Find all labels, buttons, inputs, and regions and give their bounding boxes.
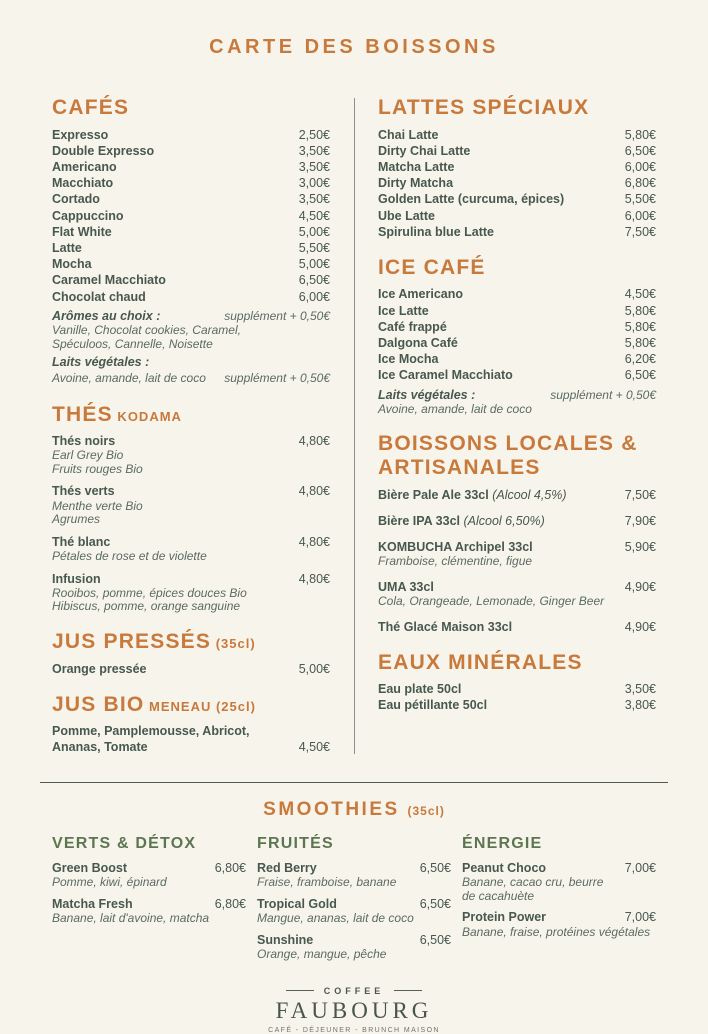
item-price: 6,50€ [419,932,451,947]
menu-item [52,897,246,913]
item-price: 6,00€ [624,159,656,174]
item-name: Thés verts [52,484,115,499]
item-name: Double Expresso [52,143,155,158]
menu-item [52,739,330,755]
menu-item [52,272,330,288]
menu-item [378,191,656,207]
item-name: Thés noirs [52,434,116,449]
item-name: Flat White [52,224,112,239]
item-price: 3,50€ [624,682,656,697]
item-price: 7,50€ [624,224,656,239]
item-name: Sunshine [257,932,314,947]
column-divider [354,98,355,754]
item-description: Fraise, framboise, banane [257,875,397,890]
item-name: Matcha Latte [378,159,455,174]
menu-item [52,224,330,240]
section-heading [52,693,330,717]
menu-section [378,651,656,714]
item-name: Ice Latte [378,303,429,318]
item-price: 6,50€ [624,143,656,158]
section-heading [378,651,656,675]
item-description: Earl Grey Bio [52,448,124,463]
item-description: Avoine, amande, lait de coco [52,371,206,386]
item-price: 3,50€ [298,159,330,174]
smoothie-category-heading: FRUITÉS [257,834,334,852]
item-price: 6,00€ [624,208,656,223]
item-price: 6,50€ [298,273,330,288]
item-name: KOMBUCHA Archipel 33cl [378,539,533,554]
item-price: 4,90€ [624,579,656,594]
section-title: THÉS [52,402,113,426]
item-name: Infusion [52,571,101,586]
item-name: Cortado [52,192,100,207]
supplement-price: supplément + 0,50€ [224,308,330,323]
item-name: Matcha Fresh [52,896,133,911]
item-price: 5,90€ [624,539,656,554]
item-price: 7,90€ [624,513,656,528]
item-price: 3,50€ [298,192,330,207]
item-name: Green Boost [52,860,128,875]
section-title: JUS PRESSÉS [52,630,212,654]
menu-item [378,319,656,335]
menu-item [52,208,330,224]
menu-section [378,256,656,417]
smoothie-category-heading: VERTS & DÉTOX [52,834,197,852]
menu-item [378,579,656,595]
item-price: 4,80€ [298,434,330,449]
section-title: JUS BIO [52,692,145,716]
menu-item [378,487,656,503]
item-description: Vanille, Chocolat cookies, Caramel, [52,322,241,337]
menu-section [52,630,330,677]
item-price: 4,50€ [298,208,330,223]
item-price: 5,00€ [298,224,330,239]
menu-column-left [52,96,330,756]
supplement-price: supplément + 0,50€ [550,387,656,402]
item-name: Ice Americano [378,287,463,302]
menu-item [378,335,656,351]
menu-item [52,571,330,587]
supplement-note-row [378,387,656,403]
section-divider [40,782,668,783]
menu-item [378,224,656,240]
brand-tagline: CAFÉ - DÉJEUNER - BRUNCH MAISON [268,1026,440,1034]
item-description: Orange, mangue, pêche [257,947,387,962]
item-name-note: (Alcool 4,5%) [488,487,567,502]
item-name: Pomme, Pamplemousse, Abricot, [52,724,250,739]
item-price: 6,00€ [298,289,330,304]
menu-section [378,432,656,634]
menu-item [378,697,656,713]
item-price: 5,80€ [624,336,656,351]
section-heading [52,630,330,654]
menu-item [378,127,656,143]
item-price: 6,20€ [624,352,656,367]
item-price: 5,80€ [624,319,656,334]
menu-item [52,240,330,256]
item-description: Fruits rouges Bio [52,461,143,476]
note-label: Laits végétales : [52,355,150,370]
description-price-row [52,370,330,386]
menu-item [378,159,656,175]
item-description: de cacahuète [462,888,535,903]
item-name: Bière Pale Ale 33cl (Alcool 4,5%) [378,487,567,502]
item-description: Pomme, kiwi, épinard [52,875,167,890]
item-price: 6,80€ [214,896,246,911]
item-price: 4,80€ [298,571,330,586]
menu-item [52,256,330,272]
item-description: Banane, lait d'avoine, matcha [52,911,210,926]
item-price: 2,50€ [298,127,330,142]
menu-item [378,681,656,697]
section-title: BOISSONS LOCALES & ARTISANALES [378,432,638,479]
item-description: Banane, cacao cru, beurre [462,875,604,890]
item-name: Thé blanc [52,534,111,549]
menu-item [378,143,656,159]
item-price: 5,50€ [298,240,330,255]
section-title: CAFÉS [52,96,130,119]
item-description: Spéculoos, Cannelle, Noisette [52,336,213,351]
menu-section [378,96,656,240]
item-name: Peanut Choco [462,860,547,875]
item-price: 5,00€ [298,257,330,272]
menu-item [52,191,330,207]
menu-item [52,127,330,143]
menu-item [378,286,656,302]
section-heading [378,256,656,280]
item-price: 4,50€ [624,287,656,302]
item-name-note: (Alcool 6,50%) [460,513,545,528]
section-title: ICE CAFÉ [378,255,486,279]
brand-coffee-label: COFFEE [323,985,385,996]
menu-item [378,367,656,383]
menu-item [462,861,656,877]
item-price: 4,80€ [298,484,330,499]
item-name: UMA 33cl [378,579,434,594]
item-name: Orange pressée [52,661,147,676]
item-price: 5,80€ [624,127,656,142]
item-price: 3,80€ [624,698,656,713]
smoothies-heading [52,799,656,821]
menu-item [52,861,246,877]
note-label: Arômes au choix : [52,308,161,323]
item-name: Ice Mocha [378,352,439,367]
smoothie-column [257,835,451,962]
item-description: Pétales de rose et de violette [52,549,207,564]
supplement-note-row [52,354,330,370]
menu-item [52,289,330,305]
item-price: 7,50€ [624,487,656,502]
smoothie-column [462,835,656,962]
item-description: Framboise, clémentine, figue [378,554,533,569]
item-name: Americano [52,159,117,174]
item-name: Ube Latte [378,208,435,223]
smoothies-columns [52,835,656,962]
menu-item [378,351,656,367]
item-description: Hibiscus, pomme, orange sanguine [52,599,241,614]
menu-item [462,910,656,926]
menu-item [378,208,656,224]
section-suffix: (35cl) [211,636,256,652]
item-name: Dirty Matcha [378,176,454,191]
item-name: Macchiato [52,176,114,191]
menu-item [52,433,330,449]
item-price: 6,50€ [624,368,656,383]
item-name: Caramel Macchiato [52,273,166,288]
section-heading [52,96,330,120]
item-name: Mocha [52,257,92,272]
section-title: EAUX MINÉRALES [378,650,583,674]
item-name: Eau plate 50cl [378,682,462,697]
brand-logo-top [52,986,656,996]
item-price: 7,00€ [624,910,656,925]
smoothies-section [52,799,656,962]
item-name: Bière IPA 33cl (Alcool 6,50%) [378,513,545,528]
item-name: Café frappé [378,319,447,334]
item-name: Latte [52,240,82,255]
menu-item [378,619,656,635]
section-heading [52,403,330,427]
item-price: 5,00€ [298,661,330,676]
menu-item [52,534,330,550]
item-description: Mangue, ananas, lait de coco [257,911,414,926]
item-price: 4,80€ [298,534,330,549]
item-description: Agrumes [52,512,101,527]
item-name: Red Berry [257,860,317,875]
item-description: Menthe verte Bio [52,498,143,513]
item-name: Ice Caramel Macchiato [378,368,513,383]
item-price: 7,00€ [624,860,656,875]
logo-right-line [394,990,422,991]
item-price: 6,80€ [214,860,246,875]
menu-section [52,693,330,756]
item-name: Dirty Chai Latte [378,143,471,158]
menu-item [52,723,330,739]
menu-column-right [378,96,656,756]
smoothies-title: SMOOTHIES [263,798,400,820]
item-name: Chocolat chaud [52,289,146,304]
supplement-price: supplément + 0,50€ [224,371,330,386]
smoothies-size-note: (35cl) [407,803,445,818]
item-price: 5,80€ [624,303,656,318]
item-price: 4,50€ [298,740,330,755]
note-label: Laits végétales : [378,387,476,402]
supplement-note-row [52,308,330,324]
section-heading [378,96,656,120]
item-description: Avoine, amande, lait de coco [378,401,532,416]
menu-item [257,897,451,913]
menu-item [378,539,656,555]
section-heading [378,432,656,479]
section-title: LATTES SPÉCIAUX [378,96,590,119]
item-description: Rooibos, pomme, épices douces Bio [52,585,247,600]
menu-item [52,483,330,499]
menu-columns [52,96,656,756]
item-price: 4,90€ [624,619,656,634]
item-name: Chai Latte [378,127,439,142]
item-name: Tropical Gold [257,896,337,911]
page-title: CARTE DES BOISSONS [209,36,499,58]
item-price: 3,50€ [298,143,330,158]
menu-item [52,175,330,191]
item-price: 6,50€ [419,896,451,911]
brand-logo [52,986,656,1034]
item-price: 5,50€ [624,192,656,207]
menu-item [378,513,656,529]
smoothie-column [52,835,246,962]
item-name: Cappuccino [52,208,124,223]
menu-item [257,933,451,949]
item-price: 3,00€ [298,176,330,191]
section-suffix: MENEAU (25cl) [144,698,256,714]
logo-left-line [286,990,314,991]
smoothie-category-heading: ÉNERGIE [462,834,543,852]
item-name: Expresso [52,127,109,142]
menu-item [378,175,656,191]
item-name: Dalgona Café [378,336,458,351]
menu-item [52,143,330,159]
item-name: Thé Glacé Maison 33cl [378,619,513,634]
menu-section [52,96,330,387]
item-description: Banane, fraise, protéines végétales [462,924,651,939]
item-price: 6,80€ [624,176,656,191]
item-name: Golden Latte (curcuma, épices) [378,192,565,207]
item-description: Cola, Orangeade, Lemonade, Ginger Beer [378,593,605,608]
item-name: Spirulina blue Latte [378,224,494,239]
menu-item [52,159,330,175]
item-price: 6,50€ [419,860,451,875]
item-name: Eau pétillante 50cl [378,698,488,713]
menu-item [378,303,656,319]
menu-item [52,661,330,677]
item-name: Protein Power [462,910,547,925]
menu-item [257,861,451,877]
menu-section [52,403,330,614]
item-name: Ananas, Tomate [52,740,148,755]
section-suffix: KODAMA [112,408,182,424]
brand-name: FAUBOURG [275,997,433,1023]
